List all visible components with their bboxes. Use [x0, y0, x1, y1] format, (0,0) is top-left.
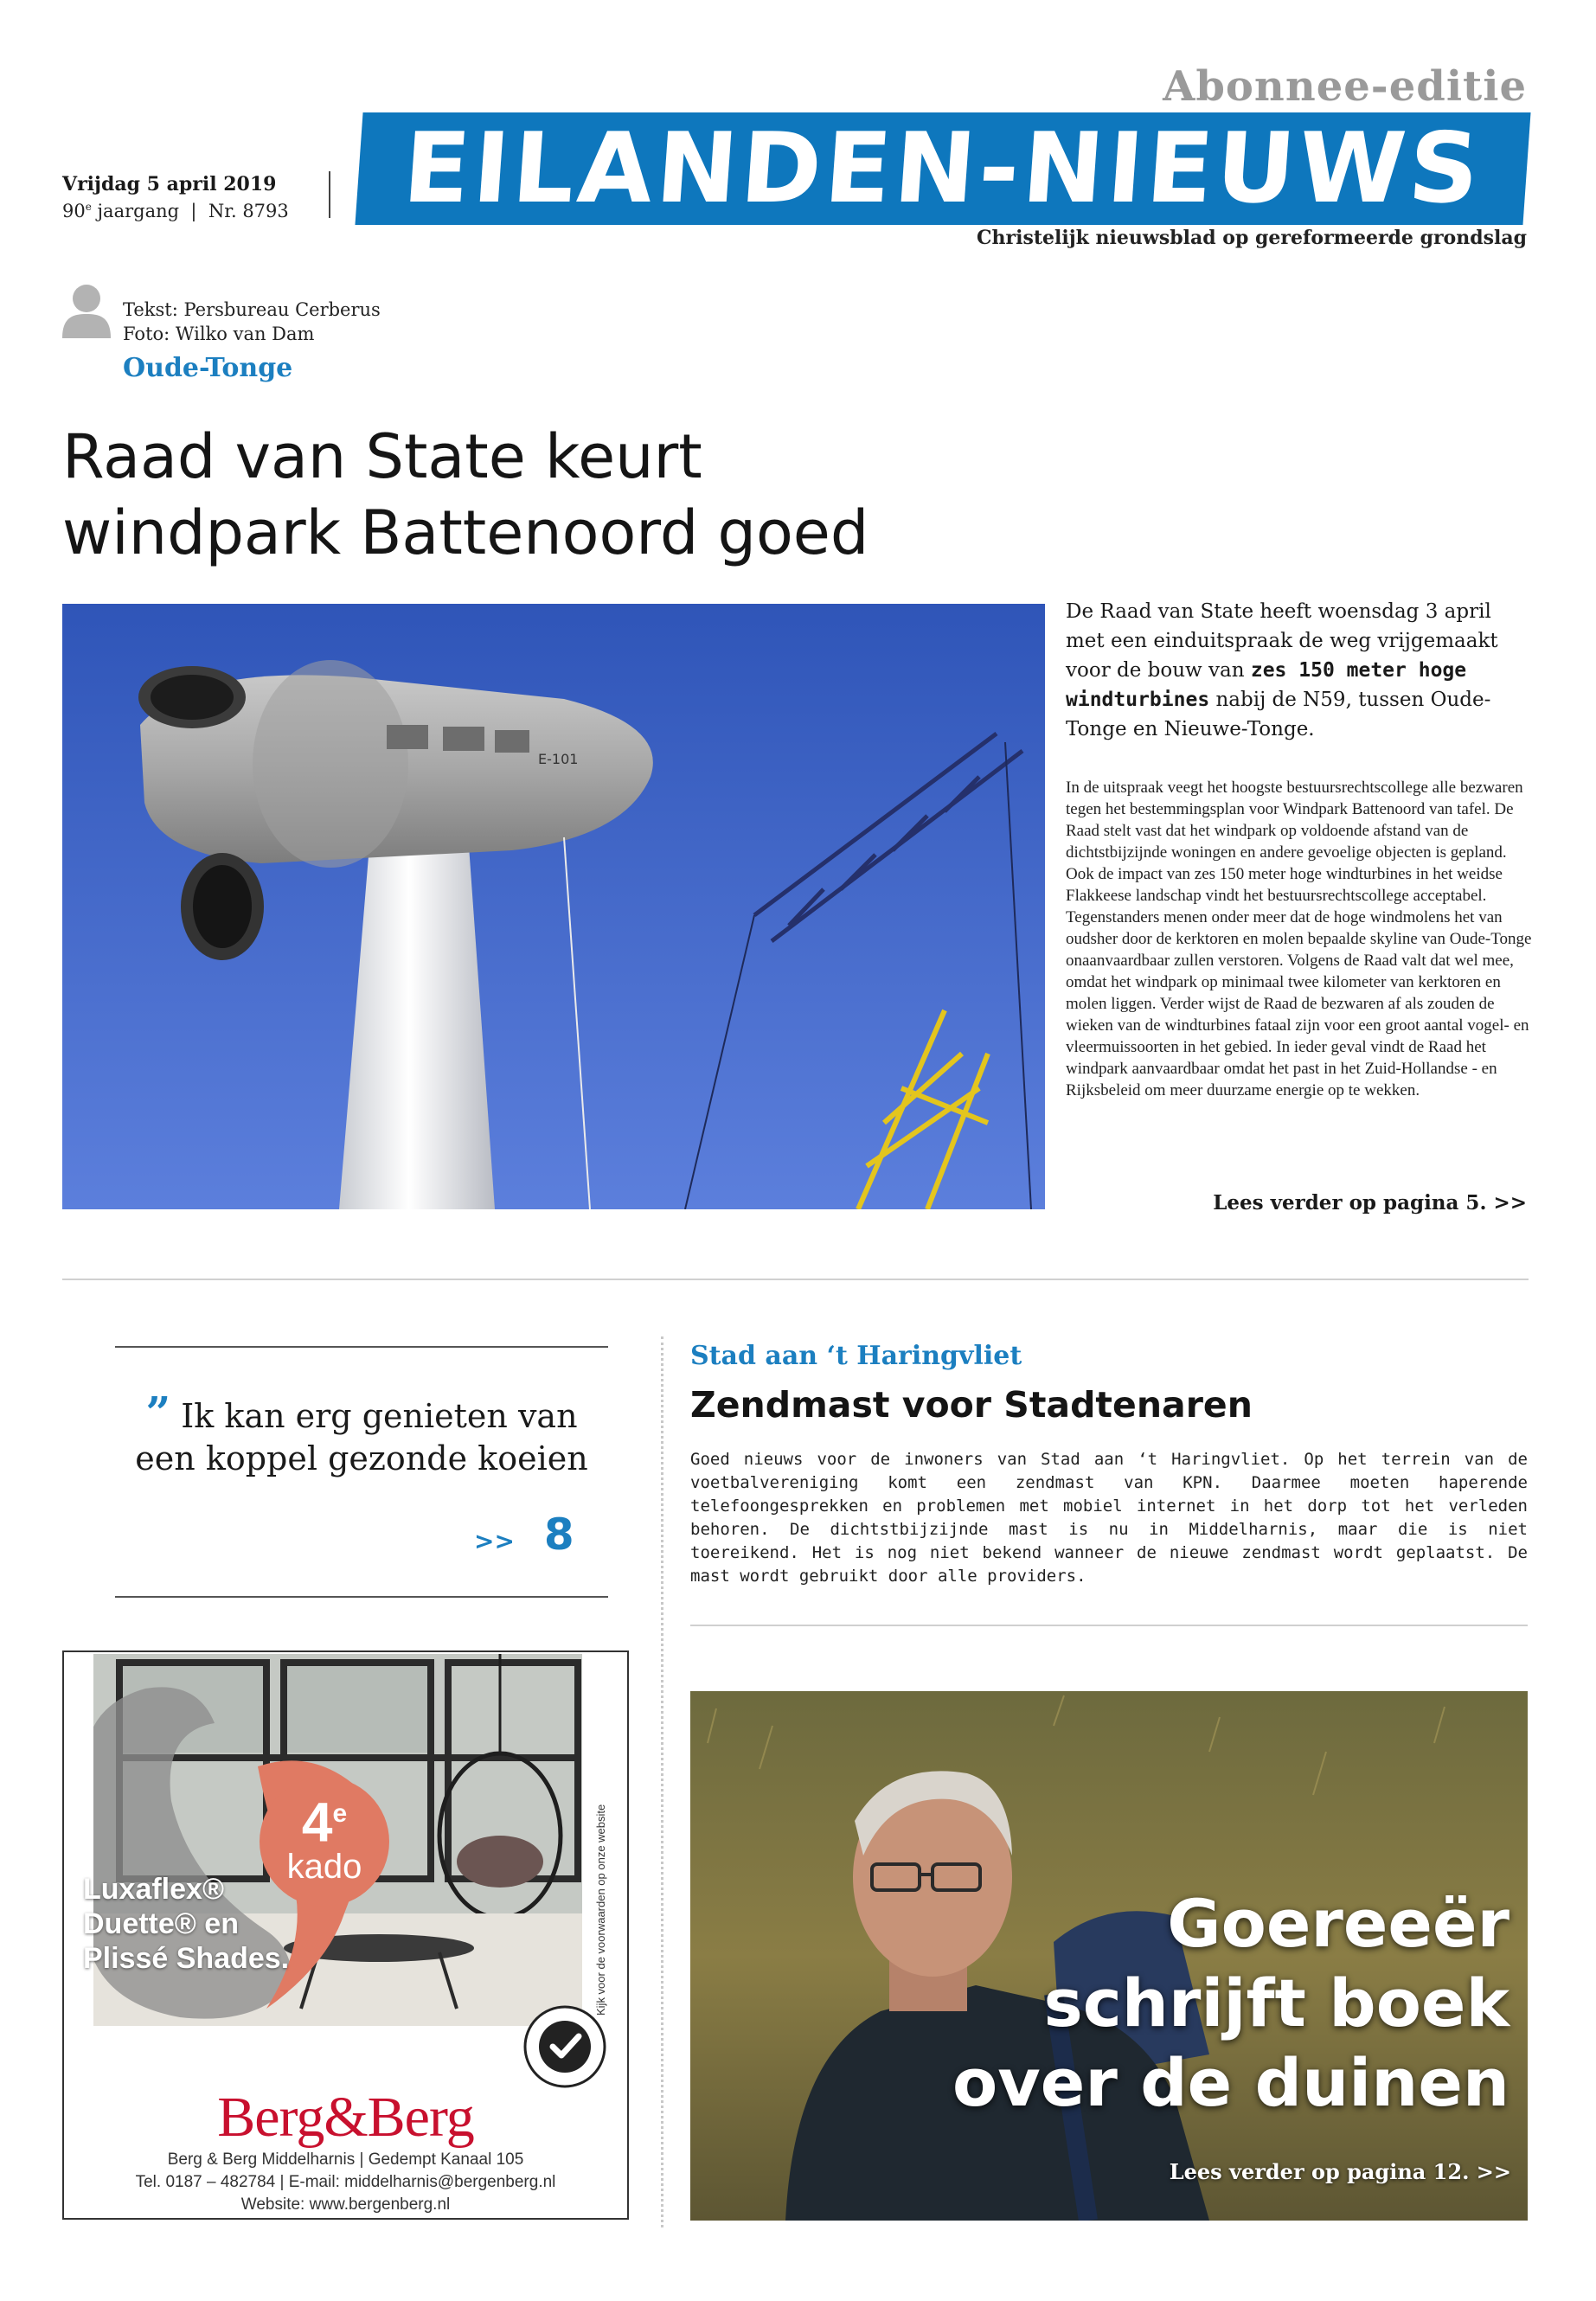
- edition-label: Abonnee-editie: [1163, 62, 1527, 111]
- masthead-divider: [329, 171, 330, 218]
- intro-text-1: De Raad van State heeft woensdag 3 april met een einduitspraak de weg vrijgemaakt voor de bouw van: [1066, 600, 1498, 682]
- ad-contact-phone-email: Tel. 0187 – 482784 | E-mail: middelharnis@bergenberg.nl: [135, 2173, 556, 2191]
- lead-headline[interactable]: [62, 419, 1100, 571]
- volume-number: 90: [62, 201, 86, 221]
- quote-bottom-rule: [115, 1596, 608, 1598]
- short-article-body: Goed nieuws voor de inwoners van Stad aan ‘t Haringvliet. Op het terrein van de voetbalvereniging komt een zendmast van KPN. Daarmee moeten haperende telefoongesprekken en problemen met mobiel internet in het dorp tot het verleden behoren. De dichtstbijzijnde mast is nu in Middelharnis, maar die is niet toereikend. Het is nog niet bekend wanneer de nieuwe zendmast wordt geplaatst. De mast wordt gebruikt door alle providers.: [690, 1450, 1528, 1586]
- quote-teaser[interactable]: [115, 1387, 608, 1480]
- intro-text-2: nabij de N59, tussen Oude-Tonge en Nieuwe-Tonge.: [1066, 689, 1491, 740]
- quote-page-reference[interactable]: [474, 1509, 574, 1560]
- lead-location: Oude-Tonge: [123, 353, 293, 383]
- section-divider: [62, 1279, 1529, 1280]
- article-credits: [123, 298, 381, 346]
- ad-logo[interactable]: Berg&Berg: [217, 2086, 474, 2149]
- feature-headline-line-2: schrijft boek: [1043, 1965, 1509, 2041]
- intro-highlight: zes 150 meter hoge windturbines: [1066, 659, 1467, 711]
- ad-products: Luxaflex® Duette® en Plissé Shades.: [83, 1873, 290, 1975]
- ad-offer-suffix: e: [332, 1799, 348, 1828]
- ad-contact-website: Website: www.bergenberg.nl: [240, 2195, 451, 2214]
- photo-credit: Foto: Wilko van Dam: [123, 324, 315, 344]
- quote-mark-icon: ”: [145, 1387, 171, 1438]
- approval-check-icon: [522, 2003, 608, 2090]
- issue-separator: |: [190, 201, 197, 221]
- column-separator: [661, 1336, 663, 2227]
- quote-top-rule: [115, 1346, 608, 1348]
- quote-text: Ik kan erg genieten van een koppel gezonde koeien: [135, 1397, 588, 1477]
- wind-turbine-photo: [62, 604, 1045, 1209]
- newspaper-title: EILANDEN-NIEUWS: [355, 112, 1530, 225]
- feature-headline[interactable]: [852, 1884, 1509, 2123]
- issue-number: Nr. 8793: [208, 201, 289, 221]
- quote-arrow-icon: >>: [474, 1527, 515, 1555]
- ad-contact-address: Berg & Berg Middelharnis | Gedempt Kanaal 105: [167, 2150, 524, 2169]
- headline-line-1: Raad van State keurt: [62, 421, 702, 492]
- volume-suffix: e: [85, 201, 92, 213]
- lead-body: In de uitspraak veegt het hoogste bestuursrechtscollege alle bezwaren tegen het bestemmingsplan voor Windpark Battenoord van tafel. De Raad stelt vast dat het windpark op voldoende afstand van de dichtstbijzijnde woningen en andere gevoelige objecten is gepland. Ook de impact van zes 150 meter hoge windturbines in het weidse Flakkeese landschap vindt het bestuursrechtscollege acceptabel. Tegenstanders menen onder meer dat de hoge windmolens het van oudsher door de kerktoren en molen bepaalde skyline van Oude-Tonge onaanvaardbaar zullen verstoren. Volgens de Raad valt dat wel mee, omdat het windpark op minimaal twee kilometer van kerktoren en molen liggen. Verder wijst de Raad de bezwaren af als zouden de wieken van de windturbines fataal zijn voor een groot aantal vogel- en vleermuissoorten in het gebied. In ieder geval vindt de Raad het windpark aanvaardbaar omdat het past in het Zuid-Hollandse - en Rijksbeleid om meer duurzame energie op te wekken.: [1066, 779, 1532, 1099]
- ad-contact: [62, 2149, 629, 2216]
- feature-read-more-link[interactable]: Lees verder op pagina 12. >>: [1169, 2159, 1511, 2184]
- ad-offer-text: kado: [286, 1848, 362, 1886]
- volume-label: jaargang: [97, 201, 180, 221]
- short-article-location: Stad aan ‘t Haringvliet: [690, 1341, 1022, 1371]
- ad-offer-number: 4: [301, 1791, 333, 1854]
- headline-line-2: windpark Battenoord goed: [62, 497, 869, 568]
- short-article-headline[interactable]: Zendmast voor Stadtenaren: [690, 1384, 1253, 1426]
- issue-date: Vrijdag 5 april 2019: [62, 173, 277, 195]
- text-credit: Tekst: Persbureau Cerberus: [123, 299, 381, 320]
- feature-headline-line-1: Goereeër: [1167, 1885, 1509, 1962]
- ad-side-note: Kijk voor de voorwaarden op onze website: [594, 1804, 607, 2016]
- quote-page-number: 8: [543, 1509, 574, 1560]
- issue-info: [62, 201, 289, 221]
- newspaper-subtitle: Christelijk nieuwsblad op gereformeerde grondslag: [976, 227, 1527, 249]
- lead-read-more-link[interactable]: Lees verder op pagina 5. >>: [1213, 1191, 1527, 1215]
- lead-intro: [1066, 597, 1533, 744]
- author-avatar-icon: [62, 281, 111, 338]
- short-article-divider: [690, 1625, 1528, 1626]
- feature-headline-line-3: over de duinen: [952, 2044, 1509, 2121]
- turbine-label: E-101: [538, 751, 579, 767]
